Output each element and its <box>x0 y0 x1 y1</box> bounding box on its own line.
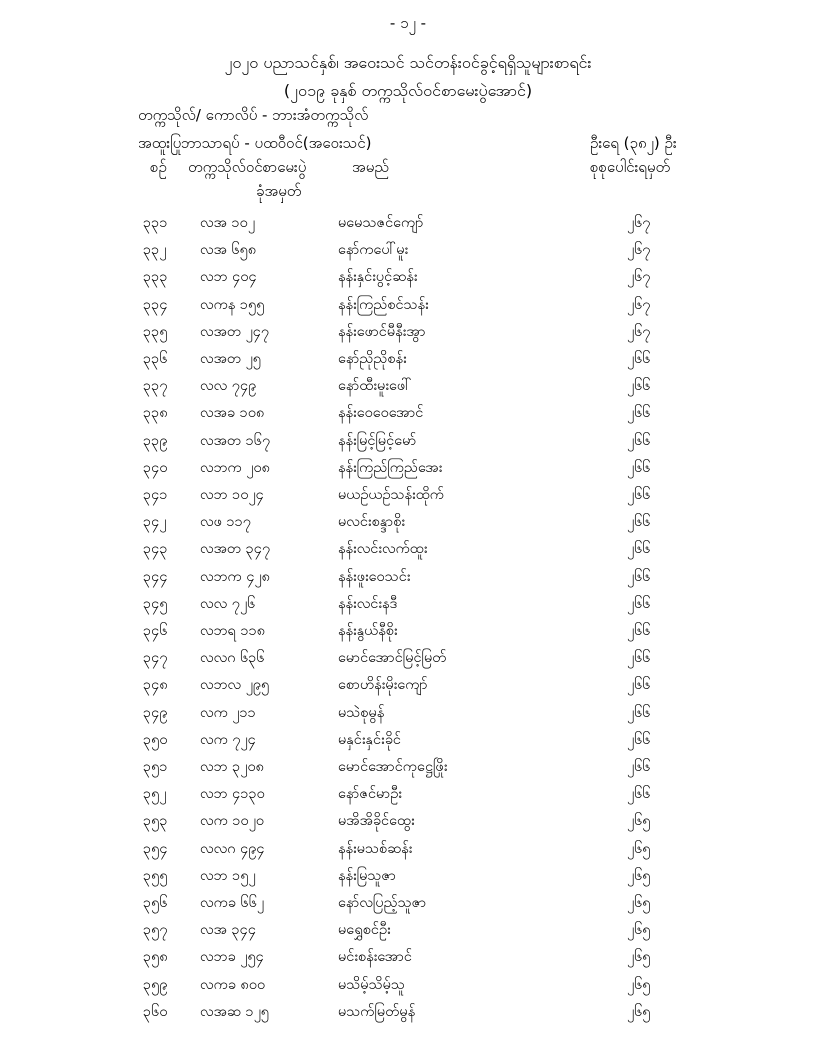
row-name: နန်းမြသူဇာ <box>338 867 397 884</box>
row-total-marks: ၂၆၇ <box>627 323 651 340</box>
row-roll-number: လဘ ၁၀၂၄ <box>200 487 264 503</box>
table-row <box>0 731 816 758</box>
table-row <box>0 785 816 812</box>
row-roll-number: လအတ ၃၄၇ <box>200 541 271 558</box>
row-serial: ၃၃၂ <box>143 242 167 259</box>
row-total-marks: ၂၆၅ <box>627 1003 651 1020</box>
row-total-marks: ၂၆၆ <box>627 786 651 803</box>
row-total-marks: ၂၆၆ <box>627 541 651 558</box>
header-no: စဉ် <box>150 158 167 176</box>
row-roll-number: လဘက ၄၂၈ <box>200 568 270 585</box>
row-total-marks: ၂၆၆ <box>627 677 651 694</box>
row-serial: ၃၆၀ <box>143 1003 168 1020</box>
row-name: မောင်အောင်မြင့်မြတ် <box>338 650 447 667</box>
row-name: နန်းလင်းလက်ထူး <box>338 541 428 558</box>
row-serial: ၃၄၁ <box>143 487 168 503</box>
row-name: နန်းမြင့်မြင့်မော် <box>338 432 417 449</box>
row-roll-number: လဘရ ၁၁၈ <box>200 623 266 639</box>
row-serial: ၃၅၀ <box>143 731 168 748</box>
table-row <box>0 1003 816 1030</box>
row-total-marks: ၂၆၆ <box>627 487 651 503</box>
row-total-marks: ၂၆၅ <box>627 867 651 884</box>
row-serial: ၃၃၅ <box>143 323 168 340</box>
row-name: မယဉ်ယဉ်သန်းထိုက် <box>338 487 444 503</box>
row-serial: ၃၅၃ <box>143 813 168 830</box>
row-serial: ၃၄၅ <box>143 595 168 612</box>
row-total-marks: ၂၆၆ <box>627 704 651 721</box>
row-name: မလင်းစန္ဒာစိုး <box>338 514 406 531</box>
table-row <box>0 758 816 785</box>
row-serial: ၃၃၉ <box>143 432 168 449</box>
row-total-marks: ၂၆၆ <box>627 432 651 449</box>
row-total-marks: ၂၆၆ <box>627 568 651 585</box>
row-name: နော်ဇင်မာဦး <box>338 786 402 803</box>
row-serial: ၃၃၈ <box>143 405 168 422</box>
row-total-marks: ၂၆၅ <box>627 949 651 966</box>
table-row <box>0 296 816 323</box>
row-serial: ၃၄၉ <box>143 704 168 721</box>
row-name: နန်းမသစ်ဆန်း <box>338 840 413 857</box>
table-row <box>0 350 816 377</box>
row-roll-number: လအတ ၂၅ <box>200 351 261 367</box>
row-total-marks: ၂၆၇ <box>627 269 651 286</box>
row-name: မနှင်းနှင်းခိုင် <box>338 731 401 748</box>
document-title: ၂၀၂၀ ပညာသင်နှစ်၊ အဝေးသင် သင်တန်းဝင်ခွင့်ရရှိသူများစာရင်း <box>224 53 592 72</box>
row-serial: ၃၅၇ <box>143 922 168 939</box>
row-serial: ၃၅၈ <box>143 949 168 966</box>
row-serial: ၃၅၆ <box>143 895 168 911</box>
document-subtitle: (၂၀၁၉ ခုနှစ် တက္ကသိုလ်ဝင်စာမေးပွဲအောင်) <box>283 81 533 100</box>
table-row <box>0 377 816 404</box>
table-row <box>0 676 816 703</box>
table-row <box>0 486 816 513</box>
row-total-marks: ၂၆၆ <box>627 650 651 667</box>
row-serial: ၃၅၂ <box>143 786 167 803</box>
table-row <box>0 214 816 241</box>
row-name: နော်လပြည့်သူဇာ <box>338 895 427 911</box>
row-roll-number: လအတ ၂၄၇ <box>200 323 270 340</box>
row-name: နော်ထီးမူးဖေါ် <box>338 378 412 395</box>
row-roll-number: လလဂ ၄၉၄ <box>200 840 265 857</box>
row-roll-number: လဘခ ၂၅၄ <box>200 949 264 966</box>
row-serial: ၃၅၁ <box>143 759 168 775</box>
row-total-marks: ၂၆၆ <box>627 514 651 531</box>
row-roll-number: လက ၂၁၁ <box>200 704 256 721</box>
table-row <box>0 894 816 921</box>
row-name: မရွှေစင်ဦး <box>338 922 391 939</box>
row-name: နန်းဖောင်မီနီးအွာ <box>338 323 426 340</box>
header-roll: တက္ကသိုလ်ဝင်စာမေးပွဲ <box>188 158 307 176</box>
row-total-marks: ၂၆၇ <box>627 242 651 259</box>
row-roll-number: လလ ၇၂၆ <box>200 595 256 612</box>
row-total-marks: ၂၆၇ <box>627 296 651 313</box>
row-total-marks: ၂၆၇ <box>627 215 651 231</box>
row-name: နော်ညိုညိုစန်း <box>338 351 407 367</box>
row-total-marks: ၂၆၆ <box>627 595 651 612</box>
row-name: မသဲစုမွန် <box>338 704 385 721</box>
row-name: နန်းကြည်စင်သန်း <box>338 296 429 313</box>
major-line: အထူးပြုဘာသာရပ် - ပထဝီဝင်(အဝေးသင်) <box>138 134 372 152</box>
row-roll-number: လဘ ၁၅၂ <box>200 867 256 884</box>
table-row <box>0 948 816 975</box>
row-total-marks: ၂၆၅ <box>627 922 651 939</box>
row-serial: ၃၃၃ <box>143 269 168 286</box>
table-row <box>0 404 816 431</box>
row-roll-number: လဘလ ၂၉၅ <box>200 677 270 694</box>
row-roll-number: လကခ ၆၆၂ <box>200 895 264 911</box>
row-roll-number: လဘ ၃၂၀၈ <box>200 759 264 775</box>
header-roll-sub: ခုံအမှတ် <box>256 182 302 200</box>
row-serial: ၃၄၃ <box>143 541 168 558</box>
row-name: မောင်အောင်ကုဋ္ဌေဖြိုး <box>338 759 448 775</box>
row-roll-number: လအ ၃၄၄ <box>200 922 256 939</box>
row-serial: ၃၄၈ <box>143 677 168 694</box>
table-row <box>0 568 816 595</box>
row-total-marks: ၂၆၆ <box>627 378 651 395</box>
row-name: မမေသဇင်ကျော် <box>338 215 424 231</box>
row-serial: ၃၅၄ <box>143 840 168 857</box>
table-row <box>0 921 816 948</box>
row-serial: ၃၃၆ <box>143 351 168 367</box>
row-roll-number: လအတ ၁၆၇ <box>200 432 271 449</box>
table-row <box>0 649 816 676</box>
table-row <box>0 840 816 867</box>
row-total-marks: ၂၆၆ <box>627 731 651 748</box>
row-serial: ၃၄၄ <box>143 568 168 585</box>
row-roll-number: လဘက ၂၀၈ <box>200 459 270 476</box>
row-roll-number: လလ ၇၄၉ <box>200 378 257 395</box>
row-serial: ၃၅၉ <box>143 976 168 993</box>
header-marks: စုစုပေါင်းရမှတ် <box>590 158 671 176</box>
row-total-marks: ၂၆၆ <box>627 459 651 476</box>
row-roll-number: လလဂ ၆၃၆ <box>200 650 265 667</box>
row-serial: ၃၄၇ <box>143 650 168 667</box>
row-roll-number: လဖ ၁၁၇ <box>200 514 251 531</box>
row-serial: ၃၄၂ <box>143 514 167 531</box>
header-name: အမည် <box>352 158 389 176</box>
row-roll-number: လအခ ၁၀၈ <box>200 405 265 422</box>
row-roll-number: လကန ၁၅၅ <box>200 296 265 313</box>
table-row <box>0 241 816 268</box>
row-roll-number: လက ၁၀၂၀ <box>200 813 264 830</box>
row-name: နန်းနွယ်နီစိုး <box>338 623 398 639</box>
row-name: နန်းဖူးဝေသင်း <box>338 568 411 585</box>
row-name: နော်ကပေါ်မူး <box>338 242 409 259</box>
row-roll-number: လကခ ၈၀၀ <box>200 976 266 993</box>
table-row <box>0 513 816 540</box>
row-total-marks: ၂၆၆ <box>627 405 651 422</box>
row-serial: ၃၃၇ <box>143 378 168 395</box>
table-row <box>0 867 816 894</box>
row-name: မသက်မြတ်မွန် <box>338 1003 416 1020</box>
row-roll-number: လအဆ ၁၂၅ <box>200 1003 269 1020</box>
row-serial: ၃၃၁ <box>143 215 168 231</box>
row-roll-number: လက ၇၂၄ <box>200 731 256 748</box>
row-roll-number: လအ ၁၀၂ <box>200 215 255 231</box>
row-serial: ၃၅၅ <box>143 867 168 884</box>
row-name: မသိမ့်သိမ့်သူ <box>338 976 405 993</box>
row-total-marks: ၂၆၅ <box>627 895 651 911</box>
row-roll-number: လအ ၆၅၈ <box>200 242 257 259</box>
row-total-marks: ၂၆၅ <box>627 813 651 830</box>
row-total-marks: ၂၆၆ <box>627 759 651 775</box>
table-row <box>0 268 816 295</box>
row-total-marks: ၂၆၆ <box>627 351 651 367</box>
row-serial: ၃၄၀ <box>143 459 168 476</box>
table-row <box>0 459 816 486</box>
table-row <box>0 540 816 567</box>
table-row <box>0 595 816 622</box>
table-row <box>0 704 816 731</box>
row-name: နန်းကြည်ကြည်အေး <box>338 459 443 476</box>
page-number: - ၁၂ - <box>389 14 427 32</box>
row-name: မင်းစန်းအောင် <box>338 949 412 966</box>
row-name: နန်းဝေဝေအောင် <box>338 405 424 422</box>
row-serial: ၃၄၆ <box>143 623 168 639</box>
table-row <box>0 622 816 649</box>
row-name: နန်းလင်းနဒီ <box>338 595 398 612</box>
row-total-marks: ၂၆၆ <box>627 623 651 639</box>
row-name: နန်းနှင်းပွင့်ဆန်း <box>338 269 418 286</box>
row-total-marks: ၂၆၅ <box>627 976 651 993</box>
row-total-marks: ၂၆၅ <box>627 840 651 857</box>
total-count: ဦးရေ (၃၈၂) ဦး <box>590 134 677 152</box>
table-row <box>0 812 816 839</box>
university-line: တက္ကသိုလ်/ ကောလိပ် - ဘားအံတက္ကသိုလ် <box>138 106 369 124</box>
row-name: စောဟိန်းမိုးကျော် <box>338 677 428 694</box>
table-row <box>0 432 816 459</box>
row-roll-number: လဘ ၄၀၄ <box>200 269 257 286</box>
table-row <box>0 976 816 1003</box>
row-roll-number: လဘ ၄၁၃၀ <box>200 786 265 803</box>
row-name: မအိအိခိုင်ထွေး <box>338 813 415 830</box>
table-row <box>0 323 816 350</box>
row-serial: ၃၃၄ <box>143 296 168 313</box>
